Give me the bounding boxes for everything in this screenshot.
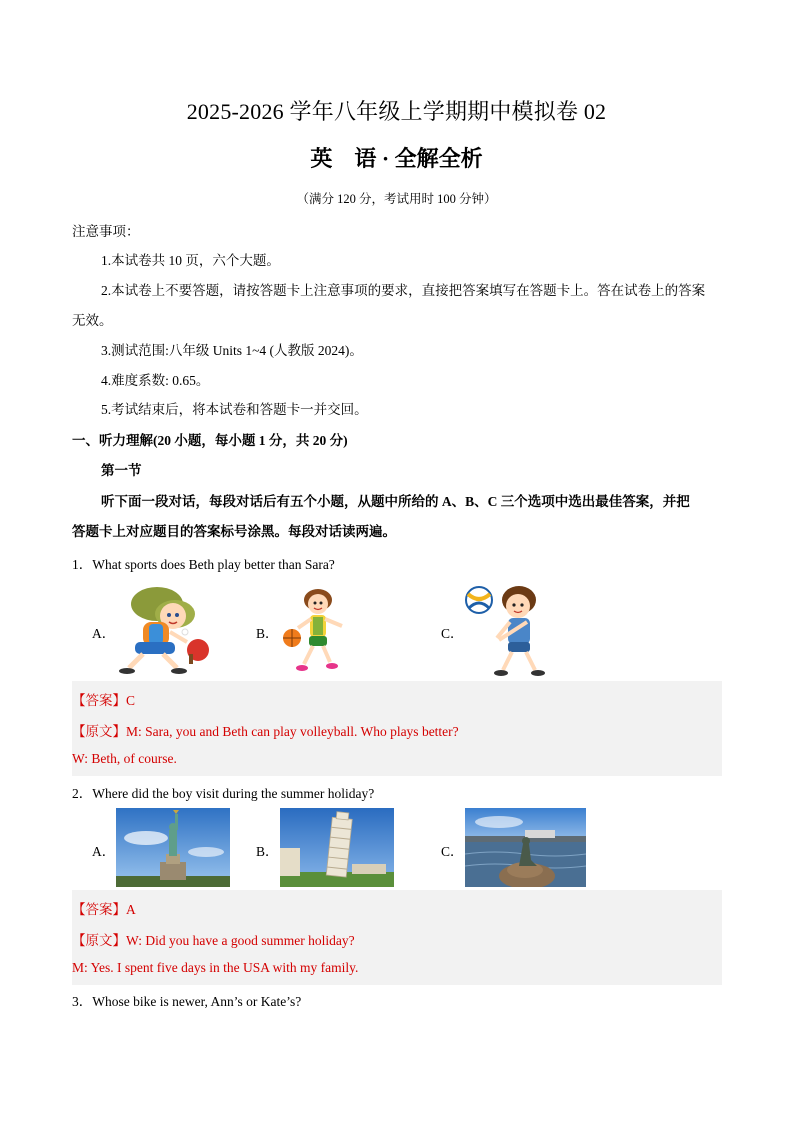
answer-box-1 (72, 681, 722, 776)
page-title: 2025-2026 学年八年级上学期期中模拟卷 02 (186, 99, 607, 124)
transcript-2-line-2: M: Yes. I spent five days in the USA with my family. (72, 960, 359, 975)
question-2-stem: 2．Where did the boy visit during the summer holiday? (72, 786, 375, 801)
section-heading: 一、听力理解(20 小题，每小题 1 分，共 20 分) (72, 433, 348, 448)
part-heading: 第一节 (101, 463, 142, 478)
transcript-2-line-1: 【原文】W: Did you have a good summer holiday? (72, 933, 355, 948)
page-subtitle: 英 语 · 全解全析 (310, 146, 483, 171)
q2-option-a-label: A． (92, 844, 116, 859)
statue-of-liberty-icon (116, 808, 230, 887)
transcript-1-line-2: W: Beth, of course. (72, 751, 177, 766)
answer-2: 【答案】A (72, 902, 136, 917)
note-item-1: 1.本试卷共 10 页，六个大题。 (101, 253, 280, 268)
question-3-stem: 3．Whose bike is newer, Ann’s or Kate’s? (72, 994, 302, 1009)
little-mermaid-icon (465, 808, 586, 887)
note-item-3: 3.测试范围:八年级 Units 1~4 (人教版 2024)。 (101, 343, 363, 358)
girl-volleyball-icon (463, 580, 555, 678)
girl-basketball-icon (280, 586, 360, 676)
instruction-line-2: 答题卡上对应题目的答案标号涂黑。每段对话读两遍。 (72, 524, 396, 539)
answer-box-2 (72, 890, 722, 985)
leaning-tower-of-pisa-icon (280, 808, 394, 887)
note-item-2-cont: 无效。 (72, 313, 113, 328)
answer-1: 【答案】C (72, 693, 136, 708)
girl-ping-pong-icon (115, 584, 210, 676)
q1-option-a-label: A． (92, 626, 116, 641)
q1-option-b-label: B． (256, 626, 279, 641)
q2-option-c-label: C． (441, 844, 464, 859)
instruction-line-1: 听下面一段对话，每段对话后有五个小题，从题中所给的 A、B、C 三个选项中选出最佳答案，并把 (101, 494, 690, 509)
note-item-4: 4.难度系数: 0.65。 (101, 373, 210, 388)
note-item-5: 5.考试结束后，将本试卷和答题卡一并交回。 (101, 402, 368, 417)
q1-option-c-label: C． (441, 626, 464, 641)
note-item-2: 2.本试卷上不要答题，请按答题卡上注意事项的要求，直接把答案填写在答题卡上。答在试卷上的答案 (101, 283, 706, 298)
question-1-stem: 1．What sports does Beth play better than Sara? (72, 557, 335, 572)
score-note: （满分 120 分，考试用时 100 分钟） (296, 192, 497, 206)
notes-heading: 注意事项： (72, 224, 140, 239)
transcript-1-line-1: 【原文】M: Sara, you and Beth can play volleyball. Who plays better? (72, 724, 459, 739)
q2-option-b-label: B． (256, 844, 279, 859)
